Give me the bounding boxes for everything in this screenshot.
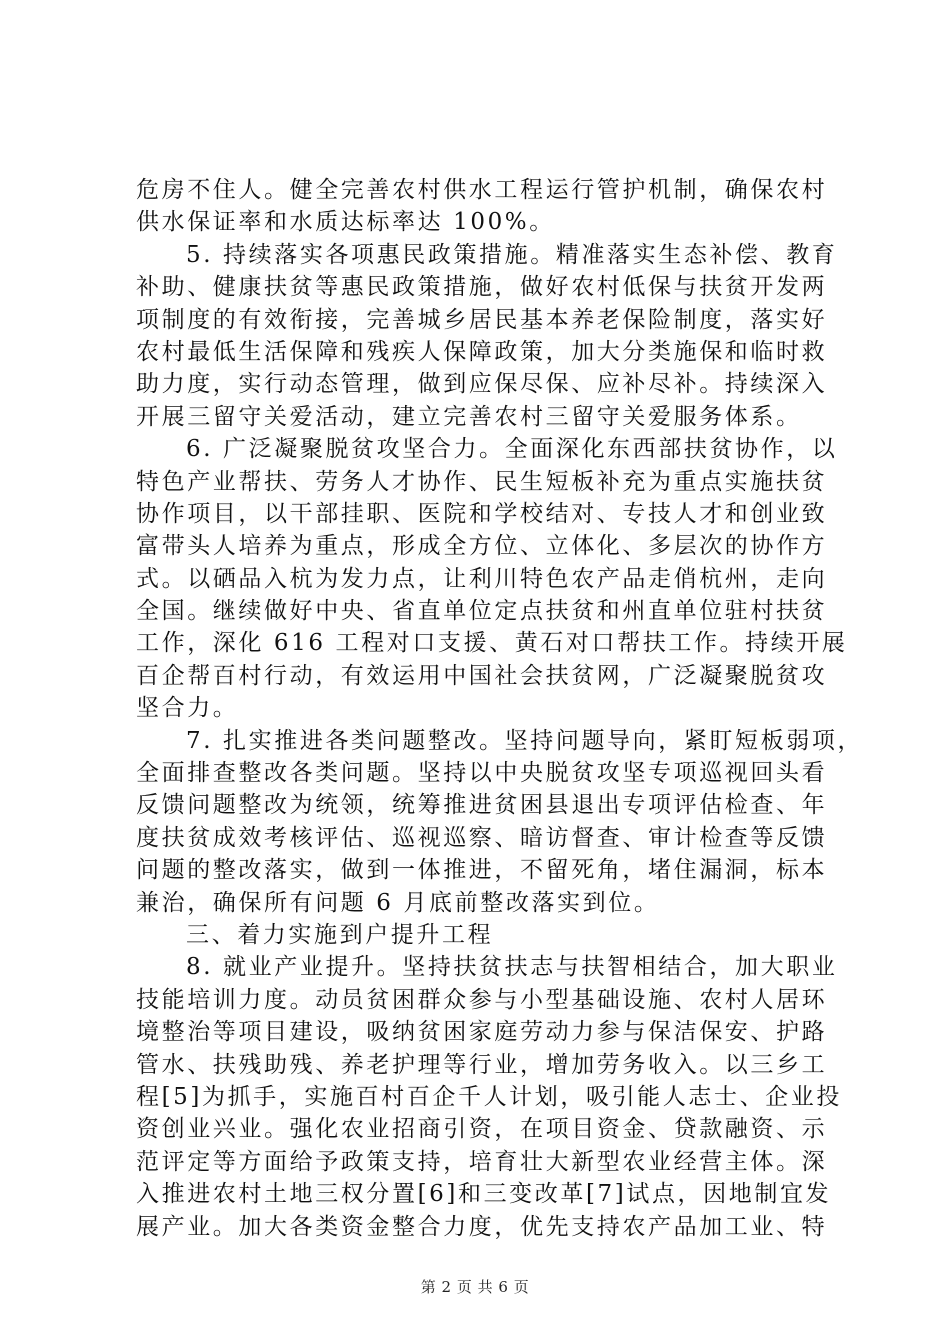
text-line: 坚合力。 — [136, 695, 239, 722]
text-line: 反馈问题整改为统领，统筹推进贫困县退出专项评估检查、年 — [136, 792, 828, 819]
section-heading: 三、着力实施到户提升工程 — [186, 921, 494, 948]
text-line: 项制度的有效衔接，完善城乡居民基本养老保险制度，落实好 — [136, 306, 828, 333]
text-line: 度扶贫成效考核评估、巡视巡察、暗访督查、审计检查等反馈 — [136, 824, 828, 851]
text-line: 式。以硒品入杭为发力点，让利川特色农产品走俏杭州，走向 — [136, 565, 828, 592]
text-line: 入推进农村土地三权分置[6]和三变改革[7]试点，因地制宜发 — [136, 1181, 832, 1208]
text-line: 管水、扶残助残、养老护理等行业，增加劳务收入。以三乡工 — [136, 1051, 828, 1078]
text-line: 程[5]为抓手，实施百村百企千人计划，吸引能人志士、企业投 — [136, 1083, 842, 1110]
text-line: 全面排查整改各类问题。坚持以中央脱贫攻坚专项巡视回头看 — [136, 760, 828, 787]
page-number-footer: 第 2 页 共 6 页 — [420, 1278, 530, 1296]
text-line: 资创业兴业。强化农业招商引资，在项目资金、贷款融资、示 — [136, 1116, 828, 1143]
paragraph-5-start: 5. 持续落实各项惠民政策措施。精准落实生态补偿、教育 — [186, 241, 838, 268]
text-line: 全国。继续做好中央、省直单位定点扶贫和州直单位驻村扶贫 — [136, 598, 828, 625]
text-line: 百企帮百村行动，有效运用中国社会扶贫网，广泛凝聚脱贫攻 — [136, 662, 828, 689]
paragraph-7-start: 7. 扎实推进各类问题整改。坚持问题导向，紧盯短板弱项， — [186, 727, 864, 754]
text-line: 问题的整改落实，做到一体推进，不留死角，堵住漏洞，标本 — [136, 857, 828, 884]
text-line: 补助、健康扶贫等惠民政策措施，做好农村低保与扶贫开发两 — [136, 274, 828, 301]
document-body — [136, 174, 864, 1243]
text-line: 供水保证率和水质达标率达 100%。 — [136, 209, 555, 236]
text-line: 富带头人培养为重点，形成全方位、立体化、多层次的协作方 — [136, 533, 828, 560]
paragraph-8-start: 8. 就业产业提升。坚持扶贫扶志与扶智相结合，加大职业 — [186, 954, 838, 981]
text-line: 农村最低生活保障和残疾人保障政策，加大分类施保和临时救 — [136, 338, 828, 365]
text-line: 展产业。加大各类资金整合力度，优先支持农产品加工业、特 — [136, 1213, 828, 1240]
paragraph-6-start: 6. 广泛凝聚脱贫攻坚合力。全面深化东西部扶贫协作，以 — [186, 436, 838, 463]
text-line: 境整治等项目建设，吸纳贫困家庭劳动力参与保洁保安、护路 — [136, 1019, 828, 1046]
text-line: 危房不住人。健全完善农村供水工程运行管护机制，确保农村 — [136, 177, 828, 203]
text-line: 协作项目，以干部挂职、医院和学校结对、专技人才和创业致 — [136, 500, 828, 527]
text-line: 助力度，实行动态管理，做到应保尽保、应补尽补。持续深入 — [136, 371, 828, 398]
text-line: 开展三留守关爱活动，建立完善农村三留守关爱服务体系。 — [136, 403, 802, 430]
text-line: 兼治，确保所有问题 6 月底前整改落实到位。 — [136, 889, 660, 916]
text-line: 范评定等方面给予政策支持，培育壮大新型农业经营主体。深 — [136, 1148, 828, 1175]
text-line: 特色产业帮扶、劳务人才协作、民生短板补充为重点实施扶贫 — [136, 468, 828, 495]
text-line: 技能培训力度。动员贫困群众参与小型基础设施、农村人居环 — [136, 986, 828, 1013]
text-line: 工作，深化 616 工程对口支援、黄石对口帮扶工作。持续开展 — [136, 630, 848, 657]
